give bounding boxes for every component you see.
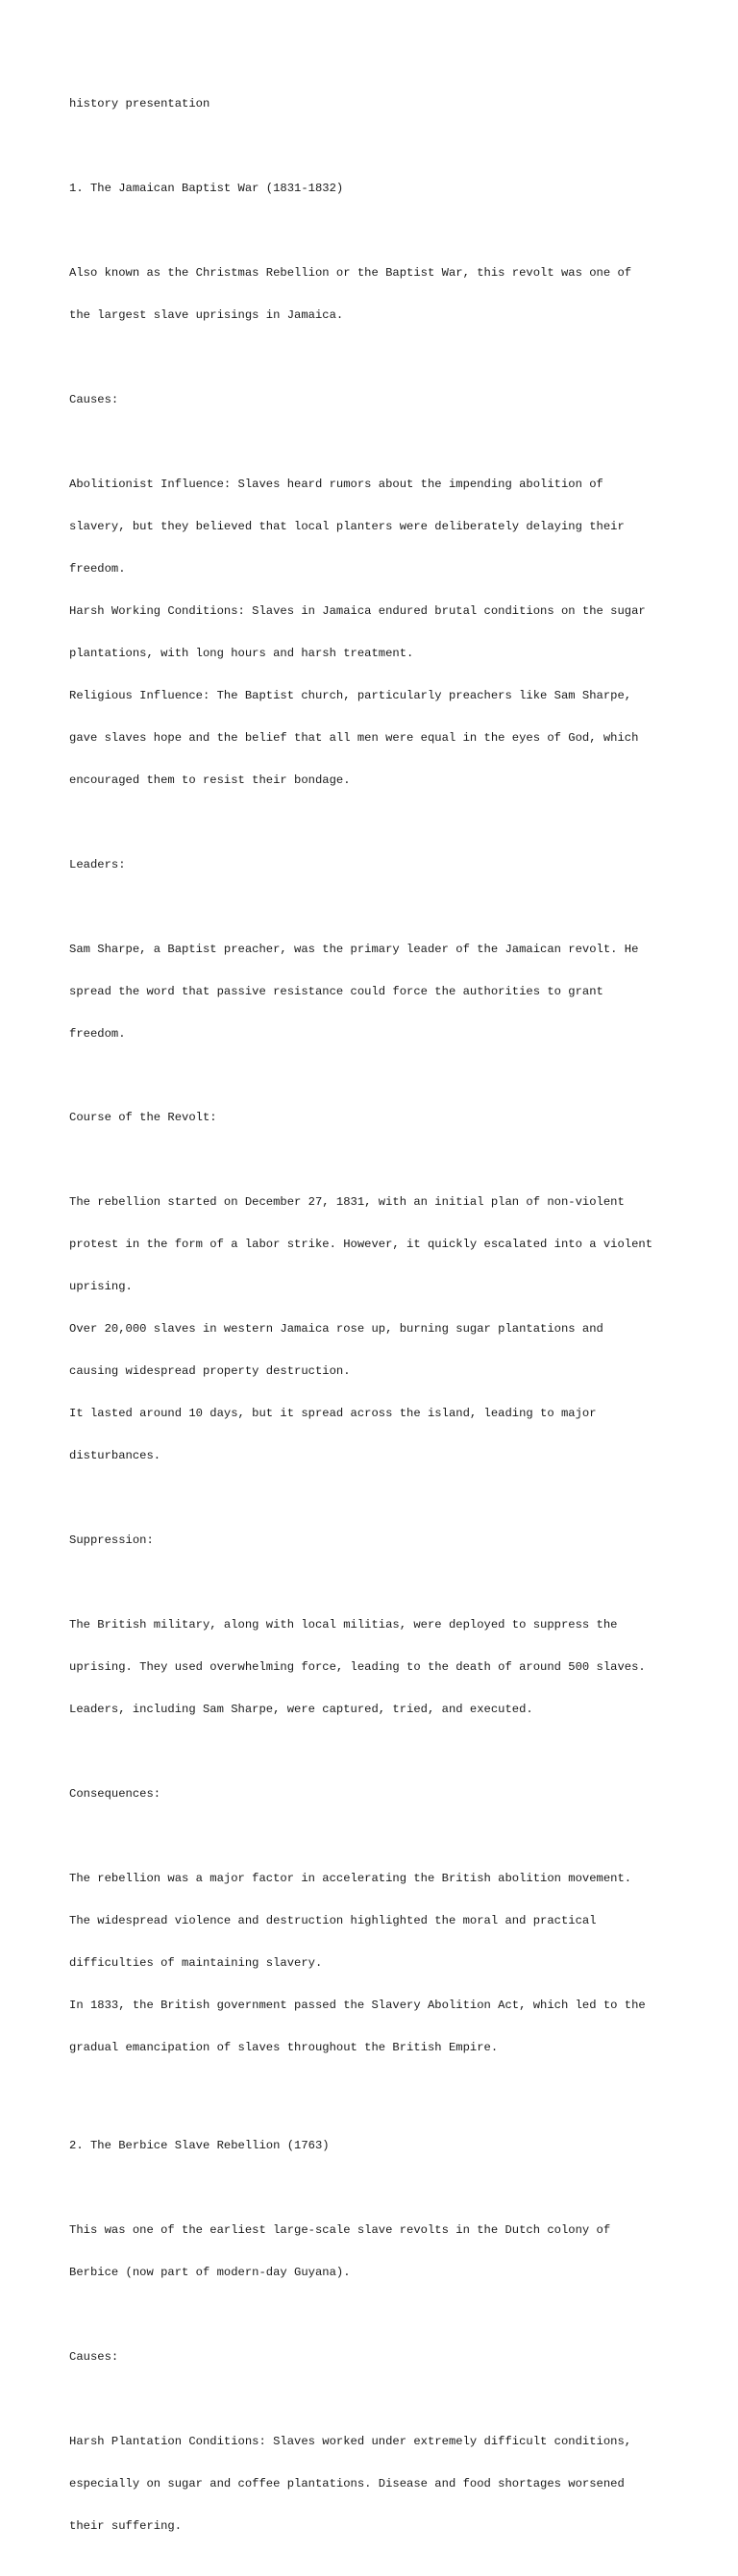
- suppression-label: Suppression:: [69, 1533, 154, 1548]
- leaders-paragraph: Sam Sharpe, a Baptist preacher, was the primary leader of the Jamaican revolt. He spread the word that passive resistance could force the authorities to grant freedom.: [69, 942, 639, 1041]
- causes-label: Causes:: [69, 2350, 119, 2365]
- section-heading: 2. The Berbice Slave Rebellion (1763): [69, 2139, 330, 2153]
- causes-label: Causes:: [69, 393, 119, 407]
- consequences-label: Consequences:: [69, 1786, 161, 1801]
- section-intro: Also known as the Christmas Rebellion or the Baptist War, this revolt was one of the largest slave uprisings in Jamaica.: [69, 266, 632, 323]
- section-heading: 1. The Jamaican Baptist War (1831-1832): [69, 182, 344, 196]
- causes-paragraph: Harsh Plantation Conditions: Slaves worked under extremely difficult conditions, especially on sugar and coffee plantations. Disease and food shortages worsened their suffering.: [69, 2434, 632, 2533]
- document-title: history presentation: [69, 97, 210, 111]
- section-intro: This was one of the earliest large-scale slave revolts in the Dutch colony of Berbice (now part of modern-day Guyana).: [69, 2223, 611, 2280]
- blank-line: [69, 2097, 684, 2111]
- leaders-label: Leaders:: [69, 857, 126, 871]
- course-paragraph: The rebellion started on December 27, 1831, with an initial plan of non-violent protest in the form of a labor strike. However, it quickly escalated into a violent uprising. Over 20,000 slaves in western Jamaica rose up, burning sugar plantations and causing widespread property destruction. It lasted around 10 days, but it spread across the island, leading to major disturbances.: [69, 1195, 653, 1463]
- causes-paragraph: Abolitionist Influence: Slaves heard rumors about the impending abolition of slavery, but they believed that local planters were deliberately delaying their freedom. Harsh Working Conditions: Slaves in Jamaica endured brutal conditions on the sugar plantations, with long hours and harsh treatment. Religious Influence: The Baptist church, particularly preachers like Sam Sharpe, gave slaves hope and the belief that all men were equal in the eyes of God, which encouraged them to resist their bondage.: [69, 477, 646, 787]
- suppression-paragraph: The British military, along with local militias, were deployed to suppress the uprising. They used overwhelming force, leading to the death of around 500 slaves. Leaders, including Sam Sharpe, were captured, tried, and executed.: [69, 1618, 646, 1716]
- document-page: [69, 69, 684, 2576]
- consequences-paragraph: The rebellion was a major factor in accelerating the British abolition movement. The widespread violence and destruction highlighted the moral and practical difficulties of maintaining slavery. In 1833, the British government passed the Slavery Abolition Act, which led to the gradual emancipation of slaves throughout the British Empire.: [69, 1871, 646, 2054]
- course-label: Course of the Revolt:: [69, 1111, 217, 1125]
